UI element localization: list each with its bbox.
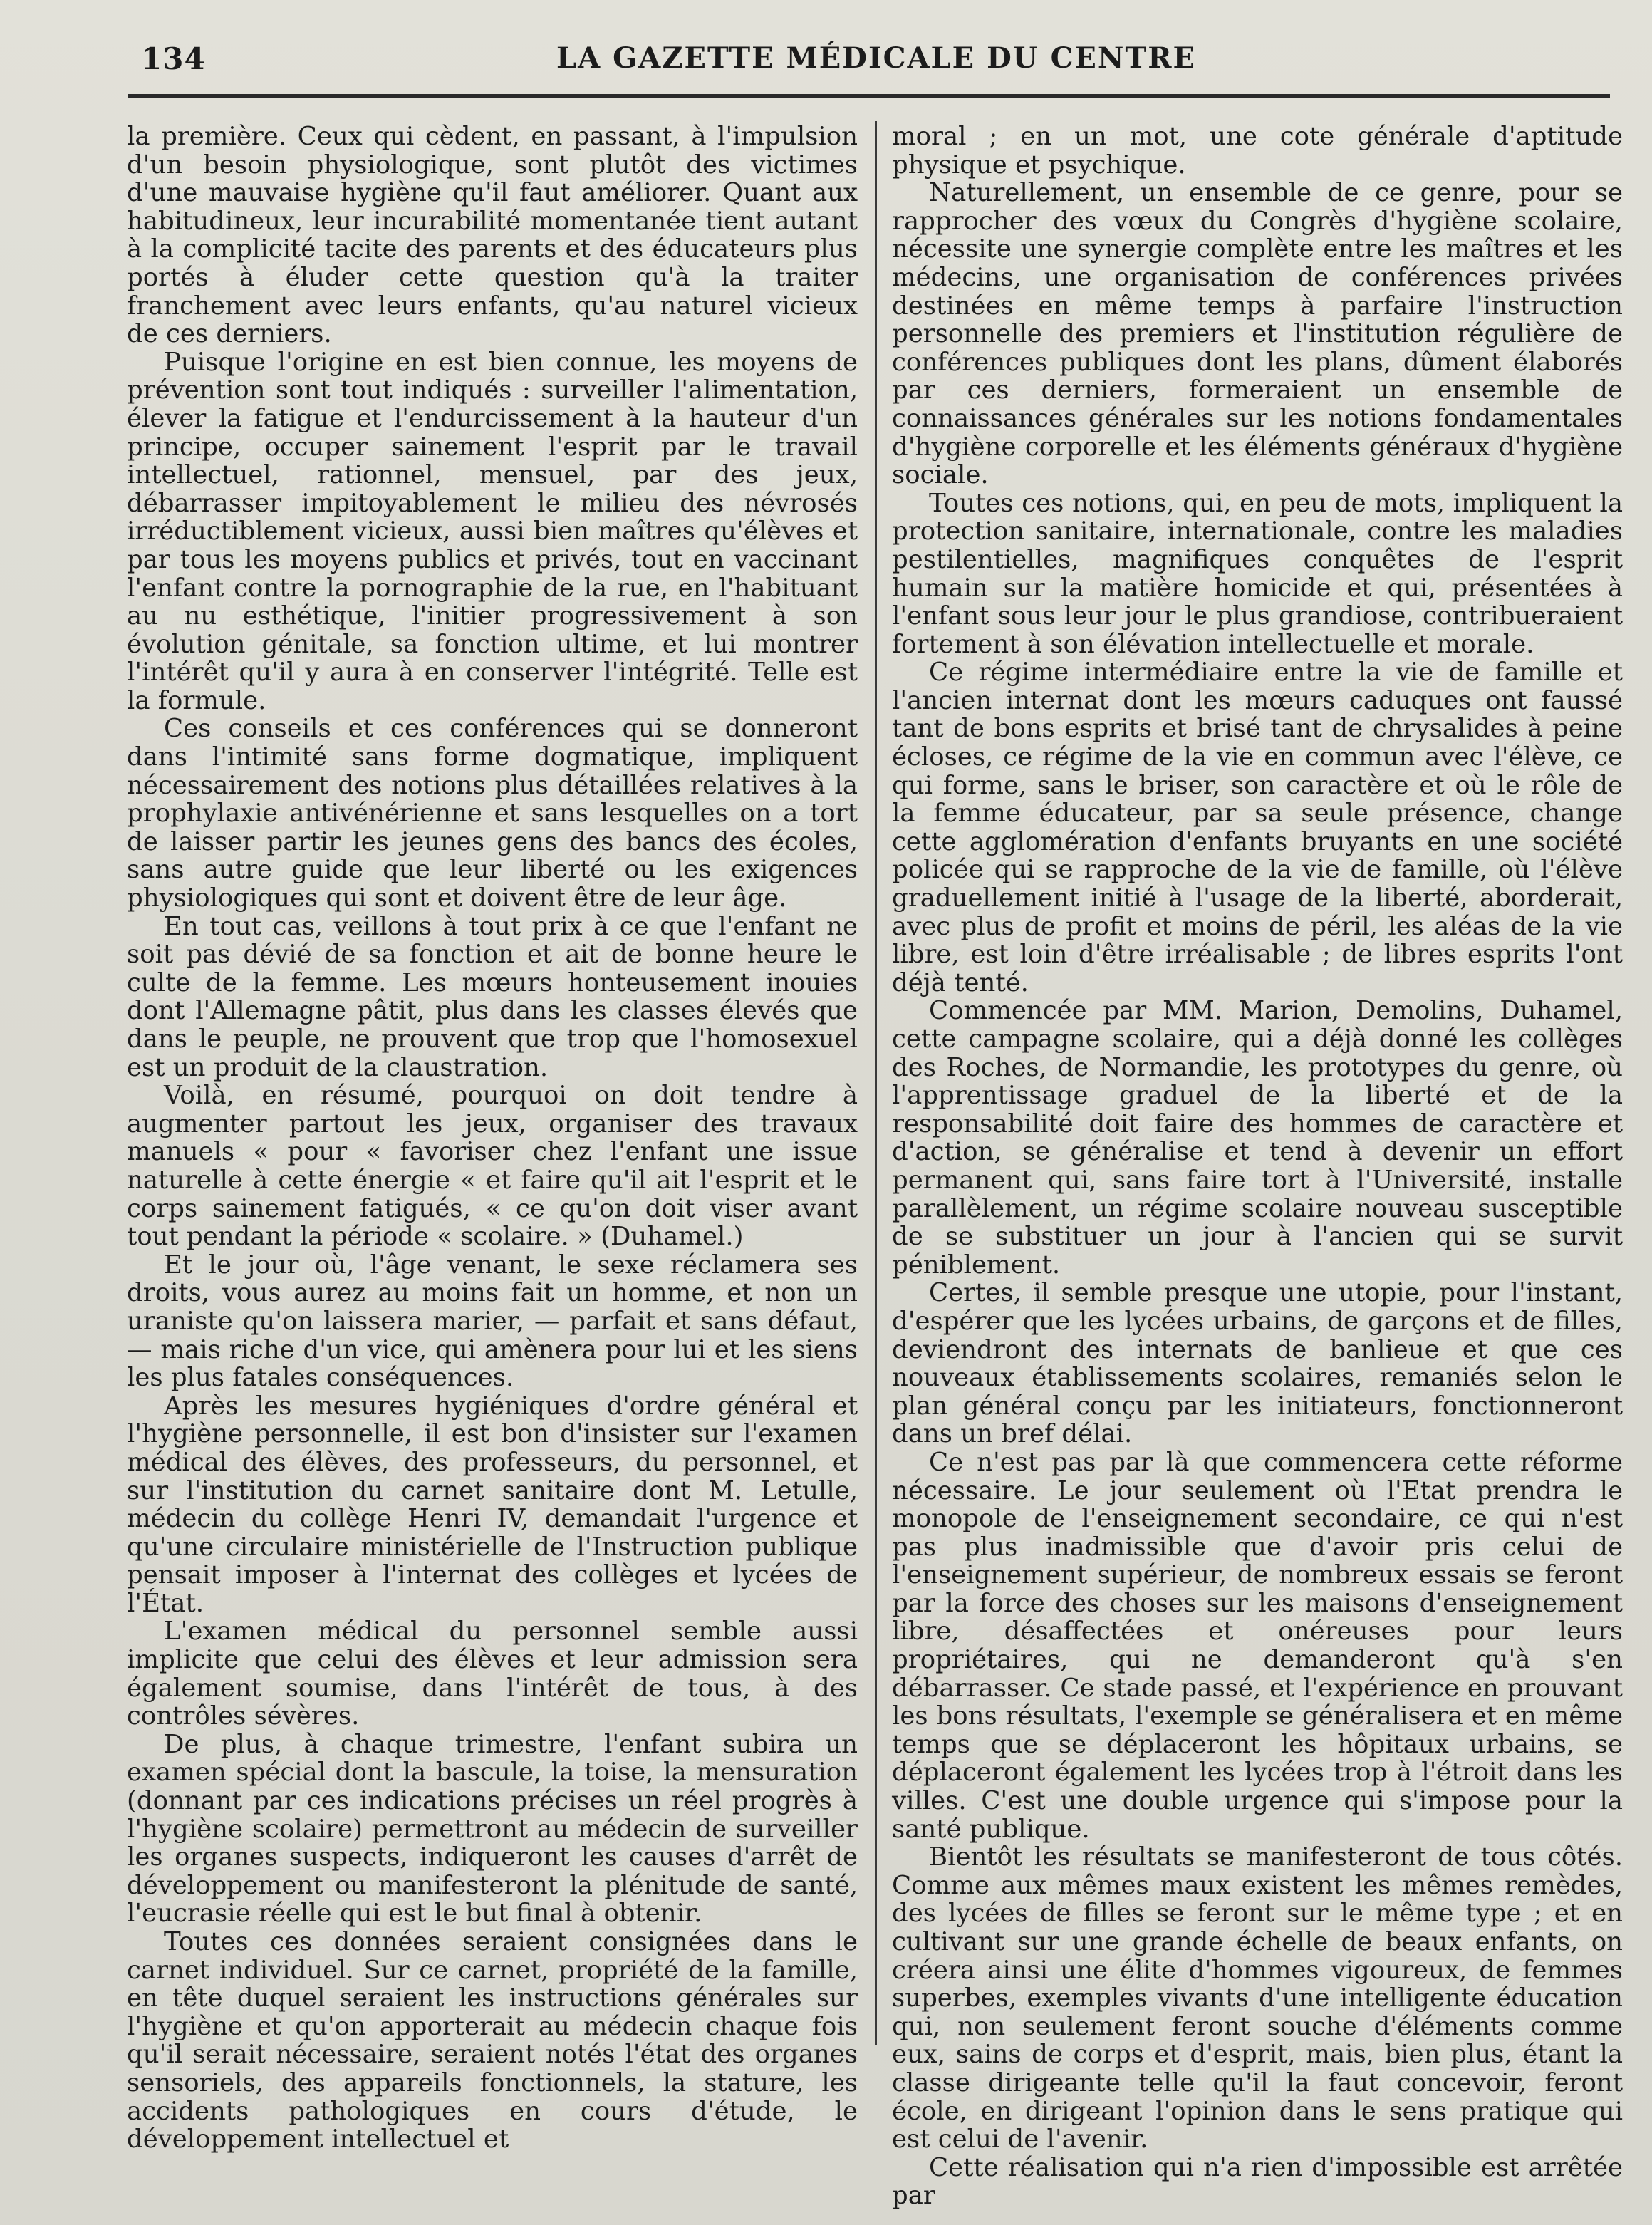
paragraph: Bientôt les résultats se manifesteront de tous côtés. Comme aux mêmes maux existent les mêmes remèdes, des lycées de filles se feront sur le même type ; et en cultivant sur une grande échelle de beaux enfants, on créera ainsi une élite d'hommes vigoureux, de femmes superbes, exemples vivants d'une intelligente éducation qui, non seulement feront souche d'éléments comme eux, sains de corps et d'esprit, mais, bien plus, étant la classe dirigeante telle qu'il la faut concevoir, feront école, en dirigeant l'opinion dans le sens pratique qui est celui de l'avenir. [892, 1842, 1623, 2154]
paragraph: Voilà, en résumé, pourquoi on doit tendre à augmenter partout les jeux, organiser des travaux manuels « pour « favoriser chez l'enfant une issue naturelle à cette énergie « et faire qu'il ait l'esprit et le corps sainement fatigués, « ce qu'on doit viser avant tout pendant la période « scolaire. » (Duhamel.) [127, 1081, 858, 1252]
paragraph: Ce régime intermédiaire entre la vie de famille et l'ancien internat dont les mœurs caduques ont faussé tant de bons esprits et brisé tant de chrysalides à peine écloses, ce régime de la vie en commun avec l'élève, ce qui forme, sans le briser, son caractère et où le rôle de la femme éducateur, par sa seule présence, change cette agglomération d'enfants bruyants en une société policée qui se rapproche de la vie de famille, où l'élève graduellement initié à l'usage de la liberté, aborderait, avec plus de profit et moins de péril, les aléas de la vie libre, est loin d'être irréalisable ; de libres esprits l'ont déjà tenté. [892, 658, 1623, 997]
paragraph: En tout cas, veillons à tout prix à ce que l'enfant ne soit pas dévié de sa fonction et ait de bonne heure le culte de la femme. Les mœurs honteusement inouies dont l'Allemagne pâtit, plus dans les classes élevés que dans le peuple, ne prouvent que trop que l'homosexuel est un produit de la claustration. [127, 911, 858, 1082]
left-column [127, 122, 858, 2154]
right-column [892, 122, 1623, 2211]
paragraph: Cette réalisation qui n'a rien d'impossible est arrêtée par [892, 2152, 1623, 2211]
column-divider [875, 121, 877, 2045]
running-title: LA GAZETTE MÉDICALE DU CENTRE [556, 41, 1196, 75]
paragraph: Ce n'est pas par là que commencera cette réforme nécessaire. Le jour seulement où l'Etat prendra le monopole de l'enseignement secondaire, ce qui n'est pas plus inadmissible que d'avoir pris celui de l'enseignement supérieur, de nombreux essais se feront par la force des choses sur les maisons d'enseignement libre, désaffectées et onéreuses pour leurs propriétaires, qui ne demanderont qu'à s'en débarrasser. Ce stade passé, et l'expérience en prouvant les bons résultats, l'exemple se généralisera et en même temps que se déplaceront les hôpitaux urbains, se déplaceront également les lycées trop à l'étroit dans les villes. C'est une double urgence qui s'impose pour la santé publique. [892, 1447, 1623, 1844]
paragraph: la première. Ceux qui cèdent, en passant, à l'impulsion d'un besoin physiologique, sont plutôt des victimes d'une mauvaise hygiène qu'il faut améliorer. Quant aux habitudineux, leur incurabilité momentanée tient autant à la complicité tacite des parents et des éducateurs plus portés à éluder cette question qu'à la traiter franchement avec leurs enfants, qu'au naturel vicieux de ces derniers. [127, 122, 858, 349]
paragraph: Certes, il semble presque une utopie, pour l'instant, d'espérer que les lycées urbains, de garçons et de filles, deviendront des internats de banlieue et que ces nouveaux établissements scolaires, remaniés selon le plan général conçu par les initiateurs, fonctionneront dans un bref délai. [892, 1278, 1623, 1449]
paragraph: Ces conseils et ces conférences qui se donneront dans l'intimité sans forme dogmatique, impliquent nécessairement des notions plus détaillées relatives à la prophylaxie antivénérienne et sans lesquelles on a tort de laisser partir les jeunes gens des bancs des écoles, sans autre guide que leur liberté ou les exigences physiologiques qui sont et doivent être de leur âge. [127, 714, 858, 913]
header-rule [128, 94, 1610, 98]
paragraph: Et le jour où, l'âge venant, le sexe réclamera ses droits, vous aurez au moins fait un homme, et non un uraniste qu'on laissera marier, — parfait et sans défaut, — mais riche d'un vice, qui amènera pour lui et les siens les plus fatales conséquences. [127, 1250, 858, 1393]
page-header [128, 37, 1624, 87]
paragraph: Toutes ces notions, qui, en peu de mots, impliquent la protection sanitaire, internationale, contre les maladies pestilentielles, magnifiques conquêtes de l'esprit humain sur la matière homicide et qui, présentées à l'enfant sous leur jour le plus grandiose, contribueraient fortement à son élévation intellectuelle et morale. [892, 488, 1623, 659]
paragraph: Naturellement, un ensemble de ce genre, pour se rapprocher des vœux du Congrès d'hygiène scolaire, nécessite une synergie complète entre les maîtres et les médecins, une organisation de conférences privées destinées en même temps à parfaire l'instruction personnelle des premiers et l'institution régulière de conférences publiques dont les plans, dûment élaborés par ces derniers, formeraient un ensemble de connaissances générales sur les notions fondamentales d'hygiène corporelle et les éléments généraux d'hygiène sociale. [892, 178, 1623, 490]
paragraph: Commencée par MM. Marion, Demolins, Duhamel, cette campagne scolaire, qui a déjà donné les collèges des Roches, de Normandie, les prototypes du genre, où l'apprentissage graduel de la liberté et de la responsabilité doit faire des hommes de caractère et d'action, se généralise et tend à devenir un effort permanent qui, sans faire tort à l'Université, installe parallèlement, un régime scolaire nouveau susceptible de se substituer un jour à l'ancien qui se survit péniblement. [892, 996, 1623, 1280]
page-number: 134 [141, 41, 206, 76]
paragraph: Puisque l'origine en est bien connue, les moyens de prévention sont tout indiqués : surveiller l'alimentation, élever la fatigue et l'endurcissement à la hauteur d'un principe, occuper sainement l'esprit par le travail intellectuel, rationnel, mensuel, par des jeux, débarrasser impitoyablement le milieu des névrosés irréductiblement vicieux, aussi bien maîtres qu'élèves et par tous les moyens publics et privés, tout en vaccinant l'enfant contre la pornographie de la rue, en l'habituant au nu esthétique, l'initier progressivement à son évolution génitale, sa fonction ultime, et lui montrer l'intérêt qu'il y aura à en conserver l'intégrité. Telle est la formule. [127, 347, 858, 715]
paragraph: moral ; en un mot, une cote générale d'aptitude physique et psychique. [892, 122, 1623, 180]
paragraph: De plus, à chaque trimestre, l'enfant subira un examen spécial dont la bascule, la toise, la mensuration (donnant par ces indications précises un réel progrès à l'hygiène scolaire) permettront au médecin de surveiller les organes suspects, indiqueront les causes d'arrêt de développement ou manifesteront la plénitude de santé, l'eucrasie réelle qui est le but final à obtenir. [127, 1729, 858, 1929]
paragraph: Après les mesures hygiéniques d'ordre général et l'hygiène personnelle, il est bon d'insister sur l'examen médical des élèves, des professeurs, du personnel, et sur l'institution du carnet sanitaire dont M. Letulle, médecin du collège Henri IV, demandait l'urgence et qu'une circulaire ministérielle de l'Instruction publique pensait imposer à l'internat des collèges et lycées de l'État. [127, 1391, 858, 1618]
paragraph: Toutes ces données seraient consignées dans le carnet individuel. Sur ce carnet, propriété de la famille, en tête duquel seraient les instructions générales sur l'hygiène et qu'on apporterait au médecin chaque fois qu'il serait nécessaire, seraient notés l'état des organes sensoriels, des appareils fonctionnels, la stature, les accidents pathologiques en cours d'étude, le développement intellectuel et [127, 1927, 858, 2154]
paragraph: L'examen médical du personnel semble aussi implicite que celui des élèves et leur admission sera également soumise, dans l'intérêt de tous, à des contrôles sévères. [127, 1617, 858, 1731]
